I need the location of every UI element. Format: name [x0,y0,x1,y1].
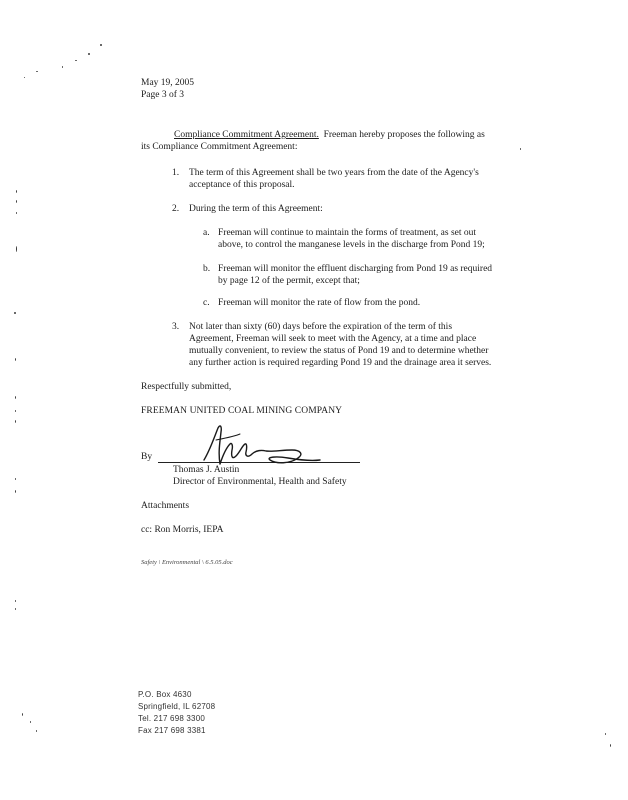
item-3-line-2: Agreement, Freeman will seek to meet with the Agency, at a time and place [189,334,477,344]
item-number: 1. [172,168,180,178]
footer-line-2: Springfield, IL 62708 [138,702,216,711]
item-number: 3. [172,322,180,332]
item-3-line-4: any further action is required regarding Pond 19 and the drainage area it serves. [189,358,492,368]
subitem-c-line-1: Freeman will monitor the rate of flow from the pond. [218,298,421,308]
item-number: 2. [172,204,180,214]
intro-title: Compliance Commitment Agreement. [174,130,319,140]
cc-line: cc: Ron Morris, IEPA [141,525,224,535]
intro-text-2: its Compliance Commitment Agreement: [141,142,298,152]
company-name: FREEMAN UNITED COAL MINING COMPANY [141,406,343,416]
item-3-line-1: Not later than sixty (60) days before the expiration of the term of this [189,322,453,332]
signer-name: Thomas J. Austin [173,465,240,475]
attachments-label: Attachments [141,501,190,511]
intro-line-1 [174,129,485,141]
footer-line-3: Tel. 217 698 3300 [138,714,206,723]
item-3-line-3: mutually convenient, to review the status of Pond 19 and to determine whether [189,346,489,356]
file-reference: Safety \ Environmental \ 6.5.05.doc [141,559,233,566]
footer-line-4: Fax 217 698 3381 [138,726,206,735]
subitem-b-line-1: Freeman will monitor the effluent discharging from Pond 19 as required [218,264,493,274]
item-2-line-1: During the term of this Agreement: [189,204,323,214]
subitem-letter: a. [203,228,210,238]
intro-text-1: Freeman hereby proposes the following as [323,130,485,140]
by-label: By [141,452,153,462]
subitem-letter: c. [203,298,210,308]
subitem-letter: b. [203,264,211,274]
item-1-line-2: acceptance of this proposal. [189,180,295,190]
letter-date: May 19, 2005 [141,78,195,88]
item-1-line-1: The term of this Agreement shall be two years from the date of the Agency's [189,168,479,178]
footer-line-1: P.O. Box 4630 [138,690,192,699]
signer-title: Director of Environmental, Health and Safety [173,477,347,487]
salutation: Respectfully submitted, [141,382,232,392]
subitem-a-line-1: Freeman will continue to maintain the forms of treatment, as set out [218,228,477,238]
subitem-a-line-2: above, to control the manganese levels in the discharge from Pond 19; [218,240,485,250]
subitem-b-line-2: by page 12 of the permit, except that; [218,276,360,286]
page-number: Page 3 of 3 [141,90,185,100]
